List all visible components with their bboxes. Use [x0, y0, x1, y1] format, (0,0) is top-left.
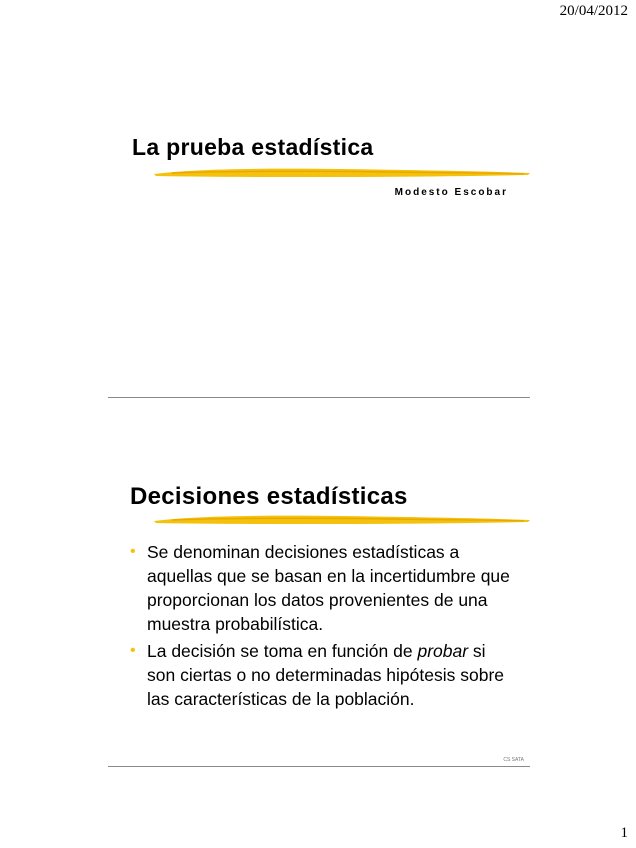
bullet-list [130, 540, 510, 714]
bullet-text-italic: probar [417, 641, 469, 661]
page-number: 1 [620, 825, 628, 841]
slide-title: La prueba estadística [132, 134, 374, 160]
brush-underline [152, 166, 532, 180]
bullet-text-before: La decisión se toma en función de [147, 641, 418, 661]
slide-2 [108, 470, 530, 767]
bullet-text-after: si son ciertas o no determinadas hipótesis sobre las características de la población. [147, 641, 505, 709]
print-date: 20/04/2012 [559, 3, 628, 19]
slide-divider [108, 766, 530, 767]
slide-title: Decisiones estadísticas [130, 483, 408, 510]
slide-1 [108, 100, 530, 398]
bullet-text: Se denominan decisiones estadísticas a aquellas que se basan en la incertidumbre que proporcionan los datos provenientes de una muestra probabilística. [147, 542, 510, 634]
bullet-item [130, 639, 510, 711]
slide-author: Modesto Escobar [394, 187, 508, 198]
slide-divider [108, 397, 530, 398]
bullet-dot-icon: • [130, 543, 136, 560]
slide-footer-note: CS SATA [503, 757, 524, 763]
bullet-dot-icon: • [130, 642, 136, 659]
brush-underline [152, 513, 532, 527]
bullet-item [130, 540, 510, 636]
